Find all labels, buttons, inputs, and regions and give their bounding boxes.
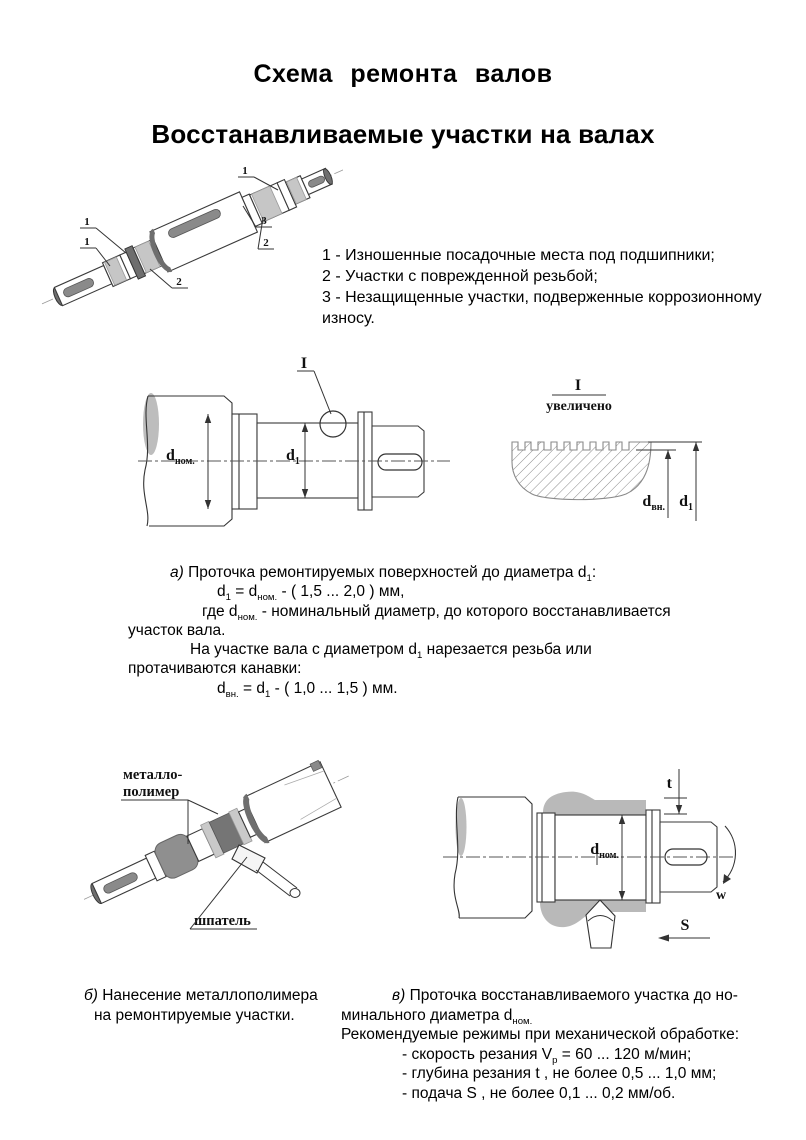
legend-item-3: 3 - Незащищенные участки, подверженные коррозионному износу. bbox=[322, 289, 762, 327]
section-a-text bbox=[128, 563, 708, 698]
callout-1-right bbox=[238, 165, 278, 190]
t-dimension bbox=[664, 769, 687, 814]
svg-text:металло-: металло- bbox=[123, 767, 183, 783]
figure-final-turning bbox=[428, 752, 763, 972]
turning-drawing bbox=[100, 348, 460, 555]
svg-text:полимер: полимер bbox=[123, 784, 180, 800]
text-line: а) Проточка ремонтируемых поверхностей до диаметра $d_1$: bbox=[170, 564, 597, 585]
machining-drawing bbox=[428, 752, 763, 967]
svg-text:увеличено: увеличено bbox=[546, 399, 612, 414]
text-line: участок вала. bbox=[128, 621, 226, 639]
grooved-section-profile bbox=[512, 442, 651, 500]
svg-text:3: 3 bbox=[261, 215, 267, 227]
legend bbox=[322, 245, 800, 329]
svg-text:шпатель: шпатель bbox=[194, 913, 251, 929]
dnom-label: $d_{ном.}$ bbox=[590, 841, 619, 861]
dvn-label: $d_{вн.}$ bbox=[642, 493, 665, 513]
figure-detail-enlarged bbox=[488, 366, 780, 557]
break-section-shade bbox=[143, 393, 159, 455]
caption-b bbox=[84, 986, 354, 1025]
caption-b-line1: б) Нанесение металлополимера bbox=[84, 987, 318, 1004]
text-line: протачиваются канавки: bbox=[128, 660, 302, 678]
legend-item-2: 2 - Участки с поврежденной резьбой; bbox=[322, 268, 598, 285]
svg-text:I: I bbox=[574, 377, 582, 394]
text-line: в) Проточка восстанавливаемого участка до но- bbox=[392, 987, 738, 1004]
formula-d1: $d_1 = d_{ном.}$ - ( 1,5 ... 2,0 ) мм, bbox=[217, 583, 405, 604]
cutting-speed-line: - скорость резания $V_р = 60$ ... 120 м/мин; bbox=[402, 1045, 692, 1066]
section-v-text bbox=[341, 986, 803, 1104]
text-line: где $d_{ном.}$ - номинальный диаметр, до которого восстанавливается bbox=[202, 602, 671, 623]
rotation-arrow bbox=[716, 826, 736, 903]
d1-dimension-detail bbox=[679, 442, 699, 521]
figure-groove-turning bbox=[100, 348, 460, 560]
svg-text:I: I bbox=[300, 355, 308, 372]
detail-drawing bbox=[488, 366, 780, 552]
text-line: Рекомендуемые режимы при механической обработке: bbox=[341, 1026, 740, 1044]
polymer-drawing bbox=[66, 736, 381, 968]
svg-text:2: 2 bbox=[176, 276, 182, 288]
text-line: минального диаметра $d_{ном.}$ bbox=[341, 1006, 533, 1027]
dnom-label: $d_{ном.}$ bbox=[166, 447, 195, 467]
svg-text:1: 1 bbox=[84, 216, 90, 228]
page-title: Схема ремонта валов bbox=[253, 60, 553, 88]
svg-text:w: w bbox=[715, 888, 727, 903]
caption-b-line2: на ремонтируемые участки. bbox=[94, 1006, 295, 1024]
svg-text:t: t bbox=[666, 775, 672, 792]
deposited-layer-top bbox=[543, 792, 646, 815]
page-subtitle: Восстанавливаемые участки на валах bbox=[151, 119, 655, 149]
shaft-overview-drawing bbox=[38, 154, 343, 322]
cutting-depth-line: - глубина резания t , не более 0,5 ... 1,0 мм; bbox=[402, 1065, 717, 1083]
feed-arrow bbox=[658, 917, 710, 942]
d1-label-detail: $d_1$ bbox=[679, 493, 693, 513]
figure-polymer-application bbox=[66, 736, 381, 973]
detail-header bbox=[546, 377, 612, 414]
svg-text:S: S bbox=[680, 917, 690, 934]
formula-dvn: $d_{вн.} = d_1$ - ( 1,0 ... 1,5 ) мм. bbox=[217, 679, 398, 700]
dnom-dimension bbox=[166, 414, 211, 509]
d1-label: $d_1$ bbox=[286, 447, 300, 467]
svg-text:1: 1 bbox=[84, 236, 90, 248]
svg-text:1: 1 bbox=[242, 165, 248, 177]
svg-text:2: 2 bbox=[263, 237, 269, 249]
spatula bbox=[232, 845, 300, 898]
figure-shaft-overview bbox=[38, 154, 343, 327]
feed-rate-line: - подача S , не более 0,1 ... 0,2 мм/об. bbox=[402, 1084, 676, 1102]
text-line: На участке вала с диаметром $d_1$ нарезается резьба или bbox=[190, 641, 592, 662]
legend-item-1: 1 - Изношенные посадочные места под подшипники; bbox=[322, 247, 715, 264]
